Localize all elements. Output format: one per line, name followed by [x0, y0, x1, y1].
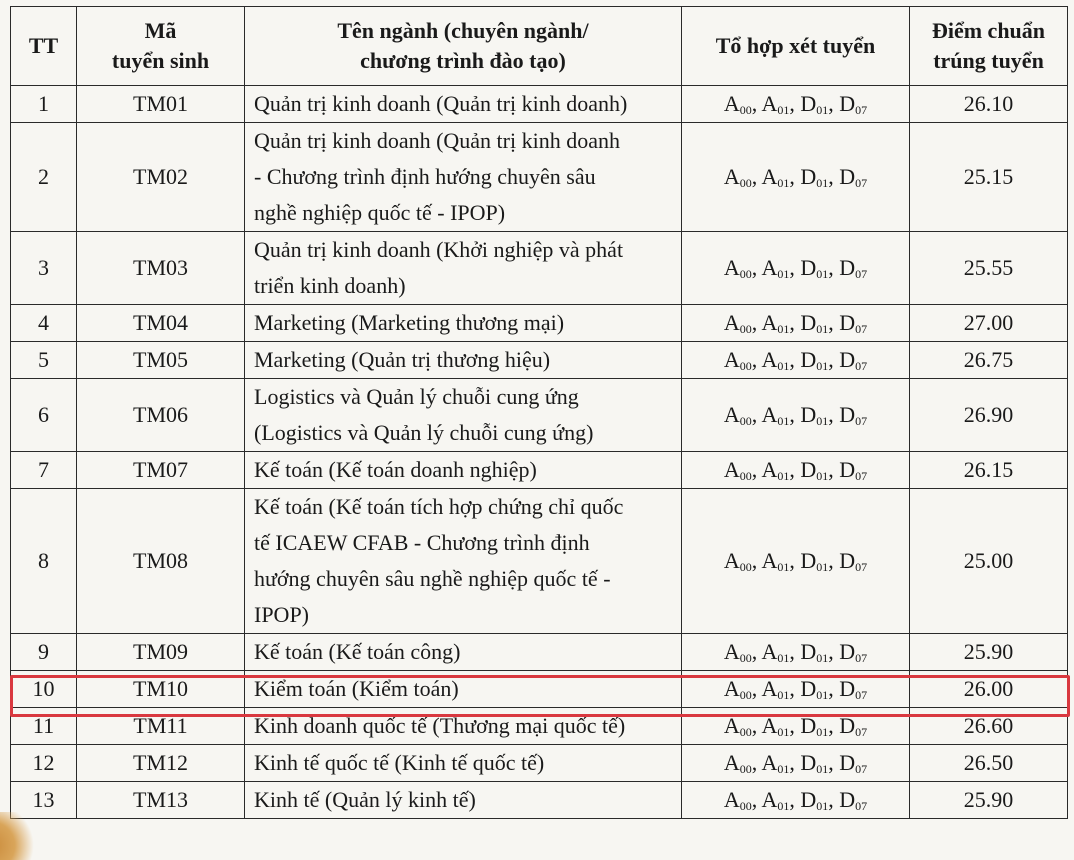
- row-subject-combination: [682, 232, 910, 305]
- row-tt: 13: [11, 782, 77, 819]
- row-subject-combination: [682, 634, 910, 671]
- combo-letter: A: [761, 676, 778, 701]
- combo-letter: D: [839, 639, 856, 664]
- combo-separator: ,: [789, 310, 801, 335]
- combo-letter: A: [761, 91, 778, 116]
- combo-subscript: 00: [739, 651, 752, 665]
- program-name-line: Kinh tế (Quản lý kinh tế): [254, 787, 476, 812]
- row-program-name: [245, 305, 682, 342]
- table-row: [11, 782, 1068, 819]
- row-subject-combination: [682, 782, 910, 819]
- combo-subscript: 00: [739, 560, 752, 574]
- combo-letter: A: [761, 639, 778, 664]
- combo-letter: A: [723, 164, 740, 189]
- row-cutoff-score: 26.90: [910, 379, 1068, 452]
- program-name-line: Quản trị kinh doanh (Khởi nghiệp và phát: [254, 237, 624, 262]
- row-subject-combination: [682, 342, 910, 379]
- combo-letter: D: [800, 676, 817, 701]
- row-cutoff-score: 26.10: [910, 86, 1068, 123]
- row-program-name: [245, 708, 682, 745]
- combo-separator: ,: [828, 457, 840, 482]
- combo-letter: A: [761, 750, 778, 775]
- row-program-name: [245, 782, 682, 819]
- combo-separator: ,: [751, 787, 762, 812]
- combo-separator: ,: [789, 676, 801, 701]
- row-subject-combination: [682, 489, 910, 634]
- combo-subscript: 07: [855, 725, 868, 739]
- combo-separator: ,: [789, 457, 801, 482]
- program-name-line: tế ICAEW CFAB - Chương trình định: [254, 530, 590, 555]
- row-program-name: [245, 379, 682, 452]
- row-program-name: [245, 489, 682, 634]
- combo-separator: ,: [751, 548, 762, 573]
- combo-letter: A: [723, 676, 740, 701]
- program-name-line: Kế toán (Kế toán tích hợp chứng chỉ quốc: [254, 494, 624, 519]
- row-code: TM13: [77, 782, 245, 819]
- row-tt: 10: [11, 671, 77, 708]
- program-name-line: IPOP): [254, 602, 310, 627]
- row-cutoff-score: 27.00: [910, 305, 1068, 342]
- program-name-line: Kinh tế quốc tế (Kinh tế quốc tế): [254, 750, 545, 775]
- combo-subscript: 07: [855, 560, 868, 574]
- combo-letter: D: [839, 310, 856, 335]
- combo-subscript: 07: [855, 103, 868, 117]
- combo-subscript: 01: [816, 560, 829, 574]
- combo-subscript: 01: [777, 103, 790, 117]
- header-program-name: [245, 7, 682, 86]
- combo-letter: A: [761, 347, 778, 372]
- combo-separator: ,: [751, 676, 762, 701]
- table-row: [11, 634, 1068, 671]
- table-row: [11, 452, 1068, 489]
- row-cutoff-score: 25.90: [910, 782, 1068, 819]
- program-name-line: - Chương trình định hướng chuyên sâu: [254, 164, 596, 189]
- combo-separator: ,: [751, 713, 762, 738]
- combo-letter: A: [723, 548, 740, 573]
- program-name-line: Kinh doanh quốc tế (Thương mại quốc tế): [254, 713, 626, 738]
- combo-separator: ,: [789, 639, 801, 664]
- combo-letter: D: [800, 639, 817, 664]
- combo-subscript: 01: [816, 725, 829, 739]
- program-name-line: Logistics và Quản lý chuỗi cung ứng: [254, 384, 579, 409]
- table-row: [11, 671, 1068, 708]
- table-row: [11, 489, 1068, 634]
- combo-letter: D: [839, 91, 856, 116]
- combo-letter: A: [723, 310, 740, 335]
- row-subject-combination: [682, 452, 910, 489]
- combo-subscript: 07: [855, 799, 868, 813]
- program-name-line: nghề nghiệp quốc tế - IPOP): [254, 200, 506, 225]
- row-cutoff-score: 26.15: [910, 452, 1068, 489]
- row-code: TM08: [77, 489, 245, 634]
- combo-subscript: 01: [777, 651, 790, 665]
- combo-subscript: 07: [855, 469, 868, 483]
- combo-letter: D: [839, 457, 856, 482]
- program-name-line: Kế toán (Kế toán doanh nghiệp): [254, 457, 537, 482]
- combo-separator: ,: [828, 787, 840, 812]
- combo-letter: A: [761, 255, 778, 280]
- row-subject-combination: [682, 123, 910, 232]
- row-tt: 9: [11, 634, 77, 671]
- combo-separator: ,: [828, 402, 840, 427]
- combo-letter: D: [800, 310, 817, 335]
- row-program-name: [245, 452, 682, 489]
- row-subject-combination: [682, 708, 910, 745]
- combo-separator: ,: [789, 750, 801, 775]
- combo-separator: ,: [751, 91, 762, 116]
- combo-letter: A: [761, 402, 778, 427]
- row-cutoff-score: 25.00: [910, 489, 1068, 634]
- program-name-line: Quản trị kinh doanh (Quản trị kinh doanh): [254, 91, 628, 116]
- combo-separator: ,: [828, 548, 840, 573]
- combo-subscript: 01: [777, 359, 790, 373]
- row-program-name: [245, 86, 682, 123]
- admission-score-table: [10, 6, 1068, 819]
- header-code-line2: tuyển sinh: [111, 48, 210, 73]
- combo-letter: A: [761, 310, 778, 335]
- table-row: [11, 305, 1068, 342]
- header-row: [11, 7, 1068, 86]
- combo-letter: D: [839, 548, 856, 573]
- row-code: TM01: [77, 86, 245, 123]
- program-name-line: Kiểm toán (Kiểm toán): [254, 676, 459, 701]
- row-subject-combination: [682, 671, 910, 708]
- table-row: [11, 86, 1068, 123]
- table-row: [11, 232, 1068, 305]
- combo-letter: D: [800, 750, 817, 775]
- combo-subscript: 00: [739, 359, 752, 373]
- row-cutoff-score: 25.15: [910, 123, 1068, 232]
- combo-letter: D: [839, 164, 856, 189]
- combo-separator: ,: [789, 255, 801, 280]
- combo-letter: A: [761, 713, 778, 738]
- combo-letter: A: [761, 548, 778, 573]
- program-name-line: triển kinh doanh): [254, 273, 406, 298]
- combo-separator: ,: [828, 255, 840, 280]
- row-program-name: [245, 232, 682, 305]
- combo-separator: ,: [751, 255, 762, 280]
- combo-letter: A: [761, 787, 778, 812]
- combo-subscript: 00: [739, 725, 752, 739]
- row-cutoff-score: 26.75: [910, 342, 1068, 379]
- row-program-name: [245, 634, 682, 671]
- row-code: TM04: [77, 305, 245, 342]
- combo-separator: ,: [751, 310, 762, 335]
- row-program-name: [245, 123, 682, 232]
- row-cutoff-score: 26.00: [910, 671, 1068, 708]
- combo-letter: D: [800, 713, 817, 738]
- combo-letter: D: [800, 548, 817, 573]
- row-tt: 12: [11, 745, 77, 782]
- combo-letter: D: [800, 91, 817, 116]
- combo-separator: ,: [751, 164, 762, 189]
- combo-separator: ,: [751, 402, 762, 427]
- row-tt: 5: [11, 342, 77, 379]
- combo-subscript: 01: [816, 267, 829, 281]
- combo-letter: A: [723, 402, 740, 427]
- combo-letter: D: [839, 347, 856, 372]
- combo-subscript: 01: [816, 414, 829, 428]
- row-program-name: [245, 342, 682, 379]
- combo-letter: D: [800, 164, 817, 189]
- combo-subscript: 00: [739, 103, 752, 117]
- combo-letter: D: [800, 402, 817, 427]
- row-tt: 2: [11, 123, 77, 232]
- combo-subscript: 00: [739, 688, 752, 702]
- row-tt: 3: [11, 232, 77, 305]
- combo-separator: ,: [828, 713, 840, 738]
- combo-letter: D: [839, 676, 856, 701]
- table-row: [11, 379, 1068, 452]
- combo-subscript: 00: [739, 176, 752, 190]
- combo-separator: ,: [789, 787, 801, 812]
- combo-subscript: 07: [855, 688, 868, 702]
- row-subject-combination: [682, 379, 910, 452]
- combo-letter: A: [761, 164, 778, 189]
- combo-separator: ,: [828, 750, 840, 775]
- combo-letter: A: [723, 457, 740, 482]
- admission-score-table-sheet: [10, 6, 1068, 819]
- row-cutoff-score: 25.55: [910, 232, 1068, 305]
- combo-letter: A: [723, 787, 740, 812]
- row-tt: 7: [11, 452, 77, 489]
- header-cutoff-score: [910, 7, 1068, 86]
- program-name-line: Marketing (Quản trị thương hiệu): [254, 347, 551, 372]
- combo-subscript: 00: [739, 469, 752, 483]
- combo-letter: A: [723, 255, 740, 280]
- combo-subscript: 01: [816, 799, 829, 813]
- combo-separator: ,: [789, 548, 801, 573]
- row-code: TM11: [77, 708, 245, 745]
- combo-separator: ,: [828, 310, 840, 335]
- row-code: TM06: [77, 379, 245, 452]
- combo-separator: ,: [751, 347, 762, 372]
- combo-separator: ,: [789, 713, 801, 738]
- combo-separator: ,: [789, 164, 801, 189]
- combo-subscript: 01: [777, 469, 790, 483]
- header-name-line1: Tên ngành (chuyên ngành/: [337, 18, 589, 43]
- combo-letter: D: [800, 457, 817, 482]
- combo-subscript: 07: [855, 176, 868, 190]
- row-program-name: [245, 671, 682, 708]
- combo-separator: ,: [751, 639, 762, 664]
- row-code: TM05: [77, 342, 245, 379]
- combo-letter: A: [723, 91, 740, 116]
- program-name-line: hướng chuyên sâu nghề nghiệp quốc tế -: [254, 566, 611, 591]
- row-cutoff-score: 25.90: [910, 634, 1068, 671]
- combo-letter: D: [839, 787, 856, 812]
- combo-subscript: 07: [855, 762, 868, 776]
- combo-letter: D: [839, 402, 856, 427]
- combo-separator: ,: [828, 91, 840, 116]
- program-name-line: Quản trị kinh doanh (Quản trị kinh doanh: [254, 128, 620, 153]
- row-code: TM10: [77, 671, 245, 708]
- combo-letter: D: [800, 787, 817, 812]
- combo-subscript: 01: [777, 762, 790, 776]
- combo-subscript: 01: [816, 359, 829, 373]
- combo-subscript: 01: [777, 725, 790, 739]
- combo-letter: A: [723, 713, 740, 738]
- header-tt: TT: [11, 7, 77, 86]
- combo-subscript: 01: [816, 469, 829, 483]
- combo-subscript: 01: [777, 176, 790, 190]
- row-tt: 1: [11, 86, 77, 123]
- row-tt: 8: [11, 489, 77, 634]
- combo-subscript: 01: [777, 322, 790, 336]
- combo-subscript: 07: [855, 414, 868, 428]
- row-cutoff-score: 26.50: [910, 745, 1068, 782]
- row-tt: 4: [11, 305, 77, 342]
- combo-separator: ,: [828, 164, 840, 189]
- combo-subscript: 01: [816, 762, 829, 776]
- combo-separator: ,: [828, 639, 840, 664]
- combo-subscript: 00: [739, 267, 752, 281]
- row-tt: 11: [11, 708, 77, 745]
- header-name-line2: chương trình đào tạo): [360, 48, 566, 73]
- combo-letter: A: [723, 347, 740, 372]
- combo-subscript: 01: [816, 688, 829, 702]
- combo-separator: ,: [751, 750, 762, 775]
- table-body: [11, 86, 1068, 819]
- combo-subscript: 00: [739, 414, 752, 428]
- program-name-line: (Logistics và Quản lý chuỗi cung ứng): [254, 420, 594, 445]
- combo-letter: D: [839, 255, 856, 280]
- combo-subscript: 07: [855, 322, 868, 336]
- combo-letter: D: [839, 750, 856, 775]
- header-code-line1: Mã: [144, 18, 177, 43]
- combo-subscript: 01: [777, 688, 790, 702]
- header-subject-combination: Tổ hợp xét tuyển: [682, 7, 910, 86]
- header-score-line2: trúng tuyển: [933, 48, 1044, 73]
- combo-separator: ,: [751, 457, 762, 482]
- program-name-line: Marketing (Marketing thương mại): [254, 310, 565, 335]
- combo-subscript: 01: [777, 267, 790, 281]
- combo-separator: ,: [789, 91, 801, 116]
- combo-subscript: 01: [777, 414, 790, 428]
- paper-corner-decoration: [0, 812, 40, 860]
- row-program-name: [245, 745, 682, 782]
- combo-subscript: 00: [739, 762, 752, 776]
- table-row: [11, 123, 1068, 232]
- combo-separator: ,: [789, 402, 801, 427]
- header-score-line1: Điểm chuẩn: [931, 18, 1046, 43]
- combo-subscript: 07: [855, 267, 868, 281]
- combo-subscript: 01: [816, 651, 829, 665]
- row-subject-combination: [682, 86, 910, 123]
- row-tt: 6: [11, 379, 77, 452]
- combo-letter: A: [761, 457, 778, 482]
- row-cutoff-score: 26.60: [910, 708, 1068, 745]
- combo-subscript: 00: [739, 799, 752, 813]
- combo-letter: A: [723, 750, 740, 775]
- combo-subscript: 01: [816, 103, 829, 117]
- combo-letter: D: [800, 255, 817, 280]
- row-code: TM12: [77, 745, 245, 782]
- table-row: [11, 745, 1068, 782]
- combo-letter: D: [800, 347, 817, 372]
- row-subject-combination: [682, 745, 910, 782]
- combo-subscript: 00: [739, 322, 752, 336]
- row-code: TM09: [77, 634, 245, 671]
- table-row: [11, 708, 1068, 745]
- row-code: TM07: [77, 452, 245, 489]
- combo-separator: ,: [828, 347, 840, 372]
- combo-subscript: 01: [816, 322, 829, 336]
- program-name-line: Kế toán (Kế toán công): [254, 639, 461, 664]
- combo-letter: A: [723, 639, 740, 664]
- combo-subscript: 01: [777, 799, 790, 813]
- combo-separator: ,: [828, 676, 840, 701]
- combo-separator: ,: [789, 347, 801, 372]
- row-code: TM03: [77, 232, 245, 305]
- combo-subscript: 07: [855, 651, 868, 665]
- row-code: TM02: [77, 123, 245, 232]
- combo-subscript: 01: [816, 176, 829, 190]
- table-row: [11, 342, 1068, 379]
- combo-subscript: 01: [777, 560, 790, 574]
- combo-letter: D: [839, 713, 856, 738]
- combo-subscript: 07: [855, 359, 868, 373]
- header-code: [77, 7, 245, 86]
- row-subject-combination: [682, 305, 910, 342]
